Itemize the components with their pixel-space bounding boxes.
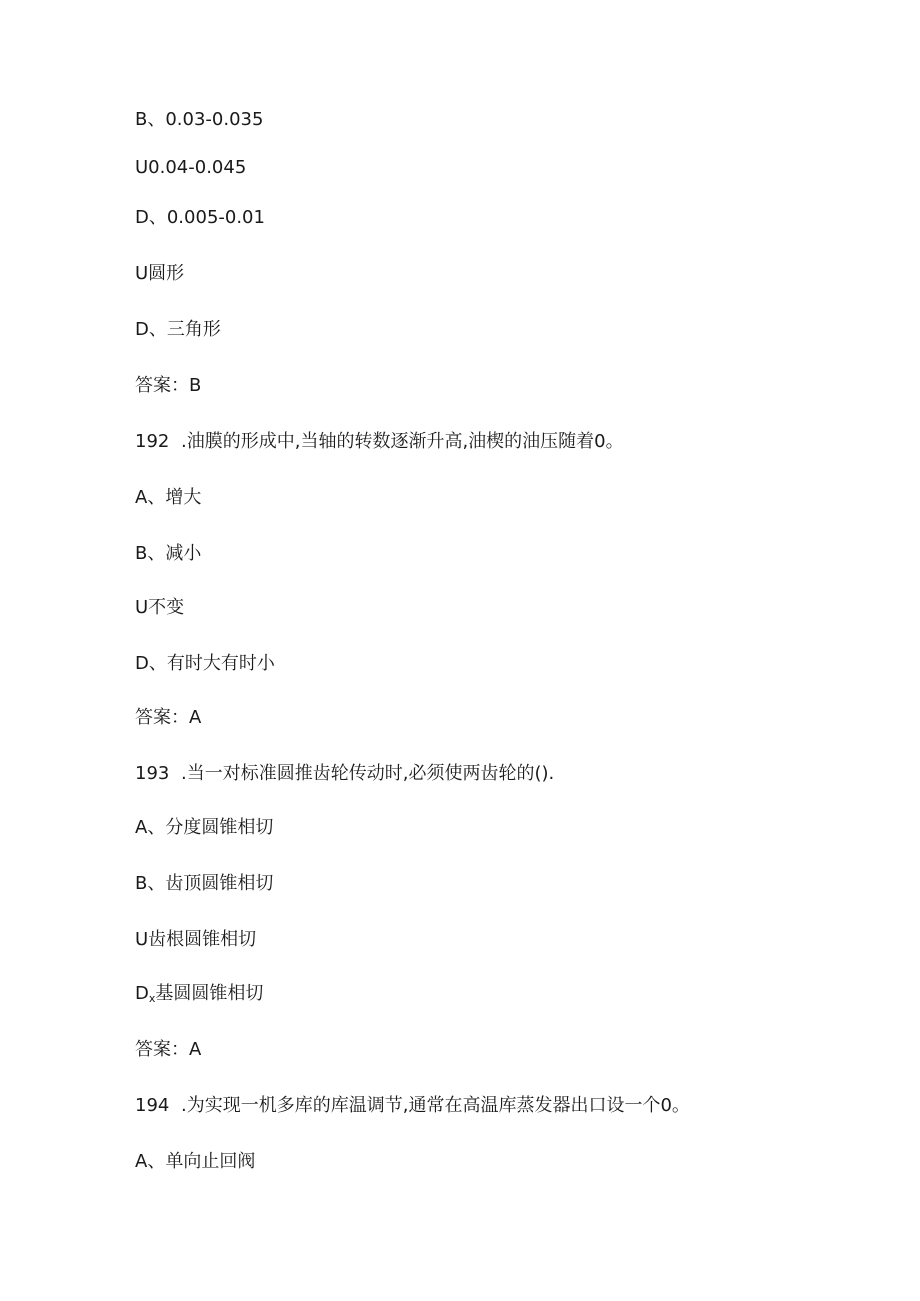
answer: 答案：A bbox=[135, 707, 202, 728]
question-text: .油膜的形成中,当轴的转数逐渐升高,油楔的油压随着0。 bbox=[181, 431, 624, 452]
option-d: D、有时大有时小 bbox=[135, 653, 275, 674]
question-text: .当一对标准圆推齿轮传动时,必须使两齿轮的(). bbox=[181, 763, 555, 784]
question-192 bbox=[135, 430, 624, 454]
question-193 bbox=[135, 762, 554, 786]
answer: 答案：B bbox=[135, 375, 202, 396]
option-d: D、三角形 bbox=[135, 319, 221, 340]
option-b: B、0.03-0.035 bbox=[135, 109, 264, 130]
option-a: A、分度圆锥相切 bbox=[135, 817, 274, 838]
answer: 答案：A bbox=[135, 1039, 202, 1060]
question-194 bbox=[135, 1094, 690, 1118]
option-b: B、齿顶圆锥相切 bbox=[135, 873, 274, 894]
option-a: A、增大 bbox=[135, 487, 202, 508]
option-a: A、单向止回阀 bbox=[135, 1151, 256, 1172]
option-b: B、减小 bbox=[135, 543, 202, 564]
option-d: D、0.005-0.01 bbox=[135, 207, 265, 228]
question-text: .为实现一机多库的库温调节,通常在高温库蒸发器出口设一个0。 bbox=[181, 1095, 690, 1116]
question-number: 193 bbox=[135, 763, 170, 784]
question-number: 192 bbox=[135, 431, 170, 452]
option-c: U0.04-0.045 bbox=[135, 157, 247, 178]
option-d: $D_x$基圆圆锥相切 bbox=[135, 983, 264, 1005]
question-number: 194 bbox=[135, 1095, 170, 1116]
option-c: U齿根圆锥相切 bbox=[135, 929, 257, 950]
option-c: U圆形 bbox=[135, 263, 185, 284]
option-c: U不变 bbox=[135, 597, 185, 618]
